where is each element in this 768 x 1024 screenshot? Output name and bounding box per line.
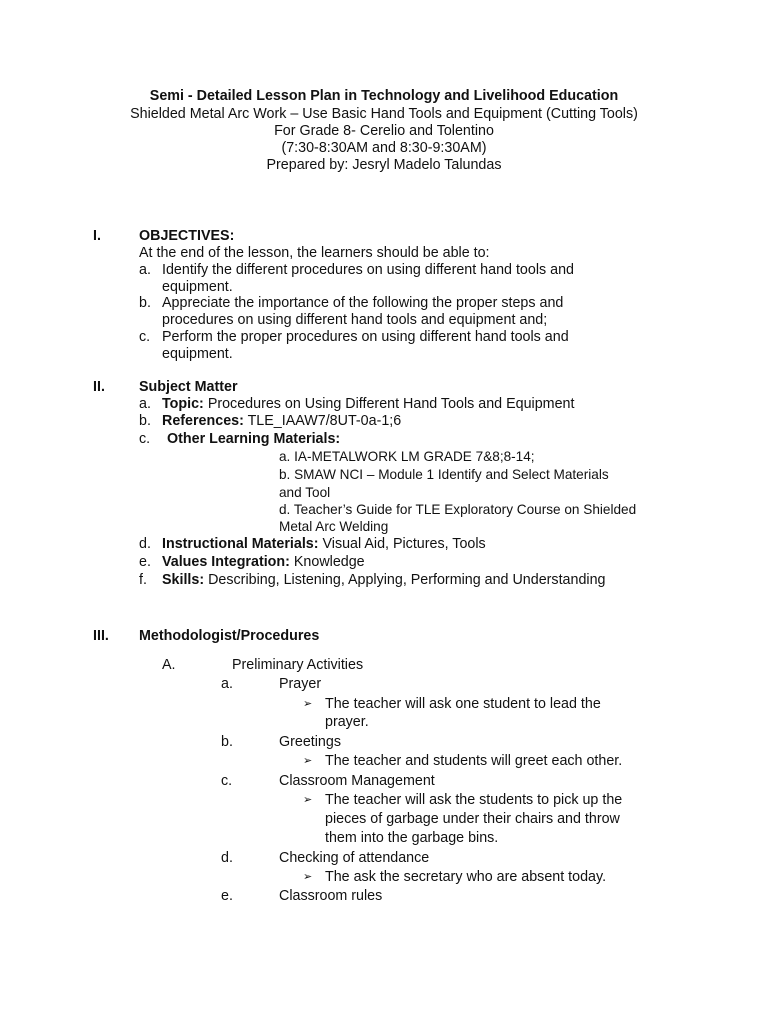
activity-c-label: Classroom Management xyxy=(279,773,435,789)
instructional-label: Instructional Materials: xyxy=(162,536,319,552)
references-marker: b. xyxy=(139,413,151,429)
values-row xyxy=(162,554,365,571)
other-material-d-line-1: d. Teacher’s Guide for TLE Exploratory Course on Shielded xyxy=(279,502,637,517)
section-1-heading: OBJECTIVES: xyxy=(139,228,235,244)
objective-c-line-1: Perform the proper procedures on using different hand tools and xyxy=(162,329,569,345)
skills-label: Skills: xyxy=(162,572,205,588)
document-subtitle: Shielded Metal Arc Work – Use Basic Hand Tools and Equipment (Cutting Tools) xyxy=(130,106,638,122)
activity-c-marker: c. xyxy=(221,773,233,789)
activity-c-detail-3: them into the garbage bins. xyxy=(325,830,499,846)
section-2-heading: Subject Matter xyxy=(139,379,238,395)
bullet-arrow-icon: ➢ xyxy=(303,794,313,806)
values-label: Values Integration: xyxy=(162,554,290,570)
section-2-numeral: II. xyxy=(93,379,105,395)
objectives-intro: At the end of the lesson, the learners should be able to: xyxy=(139,245,490,261)
objective-c-marker: c. xyxy=(139,329,151,345)
skills-marker: f. xyxy=(139,572,147,588)
activity-d-label: Checking of attendance xyxy=(279,850,430,866)
other-material-a: a. IA-METALWORK LM GRADE 7&8;8-14; xyxy=(279,449,535,464)
activity-a-detail-2: prayer. xyxy=(325,714,369,730)
skills-value: Describing, Listening, Applying, Performing and Understanding xyxy=(208,572,606,588)
activity-e-label: Classroom rules xyxy=(279,888,383,904)
other-material-b-line-1: b. SMAW NCI – Module 1 Identify and Select Materials xyxy=(279,467,609,482)
objective-a-marker: a. xyxy=(139,262,151,278)
activity-a-detail-1: The teacher will ask one student to lead the xyxy=(325,696,601,712)
instructional-row xyxy=(162,536,486,553)
part-a-marker: A. xyxy=(162,657,176,673)
activity-c-detail-1: The teacher will ask the students to pick up the xyxy=(325,792,623,808)
other-material-b-line-2: and Tool xyxy=(279,485,331,500)
objective-b-line-2: procedures on using different hand tools and equipment and; xyxy=(162,312,548,328)
references-value: TLE_IAAW7/8UT-0a-1;6 xyxy=(247,413,402,429)
objective-b-line-1: Appreciate the importance of the following the proper steps and xyxy=(162,295,564,311)
skills-row xyxy=(162,572,605,589)
other-materials-label: Other Learning Materials: xyxy=(167,431,341,447)
instructional-value: Visual Aid, Pictures, Tools xyxy=(322,536,486,552)
topic-row xyxy=(162,396,574,413)
other-materials-marker: c. xyxy=(139,431,151,447)
objective-a-line-1: Identify the different procedures on using different hand tools and xyxy=(162,262,574,278)
section-3-heading: Methodologist/Procedures xyxy=(139,628,320,644)
references-row xyxy=(162,413,401,430)
activity-d-marker: d. xyxy=(221,850,233,866)
objective-a-line-2: equipment. xyxy=(162,279,233,295)
topic-value: Procedures on Using Different Hand Tools and Equipment xyxy=(207,396,575,412)
values-value: Knowledge xyxy=(293,554,365,570)
topic-label: Topic: xyxy=(162,396,204,412)
activity-c-detail-2: pieces of garbage under their chairs and throw xyxy=(325,811,620,827)
bullet-arrow-icon: ➢ xyxy=(303,755,313,767)
references-label: References: xyxy=(162,413,244,429)
objective-c-line-2: equipment. xyxy=(162,346,233,362)
bullet-arrow-icon: ➢ xyxy=(303,698,313,710)
values-marker: e. xyxy=(139,554,151,570)
bullet-arrow-icon: ➢ xyxy=(303,871,313,883)
activity-b-label: Greetings xyxy=(279,734,341,750)
activity-a-label: Prayer xyxy=(279,676,322,692)
activity-d-detail-1: The ask the secretary who are absent today. xyxy=(325,869,607,885)
grade-line: For Grade 8- Cerelio and Tolentino xyxy=(274,123,494,139)
instructional-marker: d. xyxy=(139,536,151,552)
activity-a-marker: a. xyxy=(221,676,233,692)
document-title: Semi - Detailed Lesson Plan in Technology and Livelihood Education xyxy=(149,88,619,104)
objective-b-marker: b. xyxy=(139,295,151,311)
other-material-d-line-2: Metal Arc Welding xyxy=(279,519,389,534)
section-1-numeral: I. xyxy=(93,228,101,244)
prepared-by: Prepared by: Jesryl Madelo Talundas xyxy=(266,157,502,173)
activity-b-marker: b. xyxy=(221,734,233,750)
activity-b-detail-1: The teacher and students will greet each other. xyxy=(325,753,623,769)
topic-marker: a. xyxy=(139,396,151,412)
section-3-numeral: III. xyxy=(93,628,109,644)
activity-e-marker: e. xyxy=(221,888,233,904)
part-a-label: Preliminary Activities xyxy=(232,657,364,673)
time-line: (7:30-8:30AM and 8:30-9:30AM) xyxy=(281,140,487,156)
